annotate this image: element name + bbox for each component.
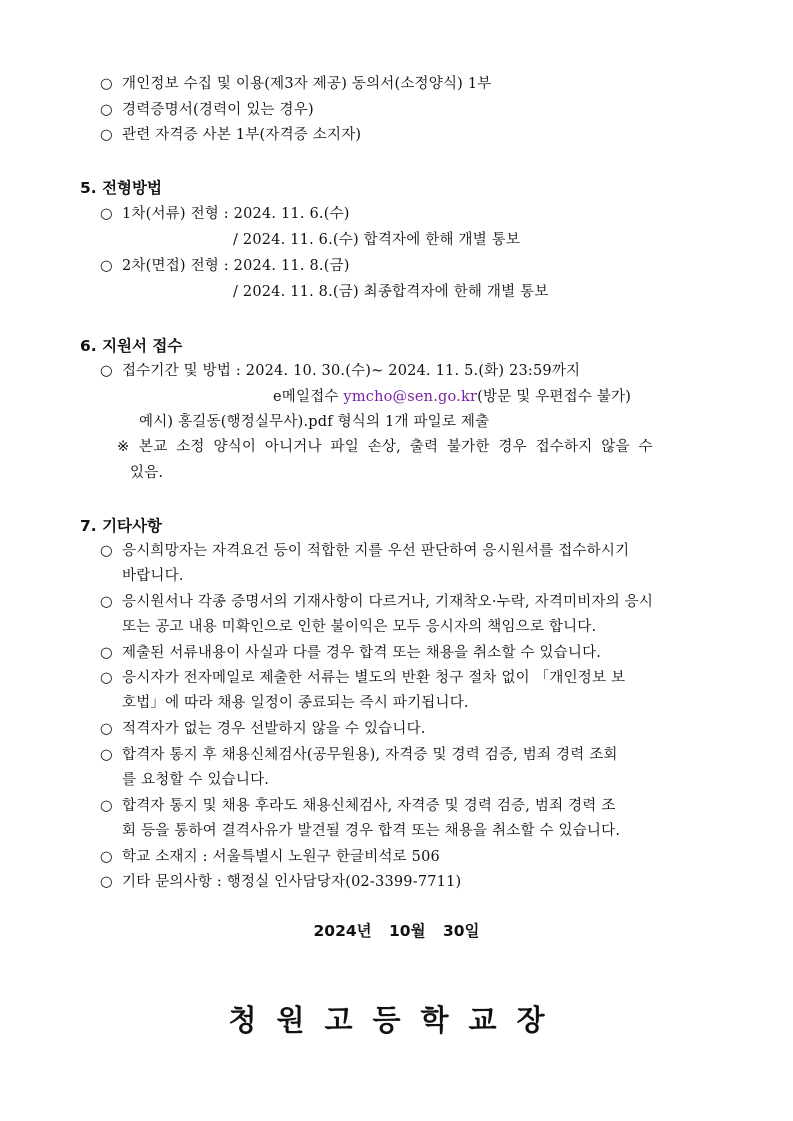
misc-item: ○ 응시원서나 각종 증명서의 기재사항이 다르거나, 기재착오·누락, 자격미비자의 응시 [100,594,654,610]
selection-stage-1: ○ 1차(서류) 전형 : 2024. 11. 6.(수) [100,206,350,222]
misc-item: ○ 적격자가 없는 경우 선발하지 않을 수 있습니다. [100,721,426,737]
circle-bullet-icon: ○ [100,747,113,763]
misc-item-cont: 바랍니다. [122,568,184,584]
circle-bullet-icon: ○ [100,363,113,379]
circle-bullet-icon: ○ [100,874,113,890]
misc-item-cont: 호법」에 따라 채용 일정이 종료되는 즉시 파기됩니다. [122,695,469,711]
application-example: 예시) 홍길동(행정실무사).pdf 형식의 1개 파일로 제출 [139,414,490,430]
circle-bullet-icon: ○ [100,76,113,92]
circle-bullet-icon: ○ [100,258,113,274]
misc-item-cont: 또는 공고 내용 미확인으로 인한 불이익은 모두 응시자의 책임으로 합니다. [122,619,597,635]
misc-item-cont: 를 요청할 수 있습니다. [122,772,270,788]
selection-stage-1-notice: / 2024. 11. 6.(수) 합격자에 한해 개별 통보 [233,232,521,248]
circle-bullet-icon: ○ [100,543,113,559]
misc-item-address: ○ 학교 소재지 : 서울특별시 노원구 한글비석로 506 [100,849,440,865]
section-heading-misc: 7. 기타사항 [80,517,162,535]
doc-item: ○ 경력증명서(경력이 있는 경우) [100,102,314,118]
misc-item: ○ 응시희망자는 자격요건 등이 적합한 지를 우선 판단하여 응시원서를 접수하시기 [100,543,630,559]
announcement-date: 2024년 10월 30일 [313,922,480,940]
email-link[interactable]: ymcho@sen.go.kr [343,389,478,405]
circle-bullet-icon: ○ [100,721,113,737]
doc-item: ○ 개인정보 수집 및 이용(제3자 제공) 동의서(소정양식) 1부 [100,76,492,92]
application-period: ○ 접수기간 및 방법 : 2024. 10. 30.(수)~ 2024. 11. 5.(화) 23:59까지 [100,363,581,379]
misc-item: ○ 합격자 통지 후 채용신체검사(공무원용), 자격증 및 경력 검증, 범죄 경력 조회 [100,747,618,763]
misc-item: ○ 제출된 서류내용이 사실과 다를 경우 합격 또는 채용을 취소할 수 있습니다. [100,645,602,661]
school-principal-signature: 청원고등학교장 [228,1003,565,1037]
application-email: e메일접수 ymcho@sen.go.kr(방문 및 우편접수 불가) [273,389,632,405]
misc-item-contact: ○ 기타 문의사항 : 행정실 인사담당자(02-3399-7711) [100,874,462,890]
misc-item: ○ 응시자가 전자메일로 제출한 서류는 별도의 반환 청구 절차 없이 「개인정보 보 [100,670,626,686]
reference-mark-icon: ※ [117,439,130,455]
selection-stage-2: ○ 2차(면접) 전형 : 2024. 11. 8.(금) [100,258,350,274]
application-note: ※ 본교 소정 양식이 아니거나 파일 손상, 출력 불가한 경우 접수하지 않을 수 [117,439,653,455]
misc-item: ○ 합격자 통지 및 채용 후라도 채용신체검사, 자격증 및 경력 검증, 범죄 경력 조 [100,798,616,814]
circle-bullet-icon: ○ [100,849,113,865]
circle-bullet-icon: ○ [100,798,113,814]
circle-bullet-icon: ○ [100,594,113,610]
circle-bullet-icon: ○ [100,670,113,686]
circle-bullet-icon: ○ [100,127,113,143]
section-heading-application: 6. 지원서 접수 [80,337,183,355]
misc-item-cont: 회 등을 통하여 결격사유가 발견될 경우 합격 또는 채용을 취소할 수 있습니다. [122,823,621,839]
selection-stage-2-notice: / 2024. 11. 8.(금) 최종합격자에 한해 개별 통보 [233,284,549,300]
section-heading-selection: 5. 전형방법 [80,179,162,197]
circle-bullet-icon: ○ [100,206,113,222]
application-note-cont: 있음. [130,465,164,481]
circle-bullet-icon: ○ [100,645,113,661]
doc-item: ○ 관련 자격증 사본 1부(자격증 소지자) [100,127,362,143]
circle-bullet-icon: ○ [100,102,113,118]
